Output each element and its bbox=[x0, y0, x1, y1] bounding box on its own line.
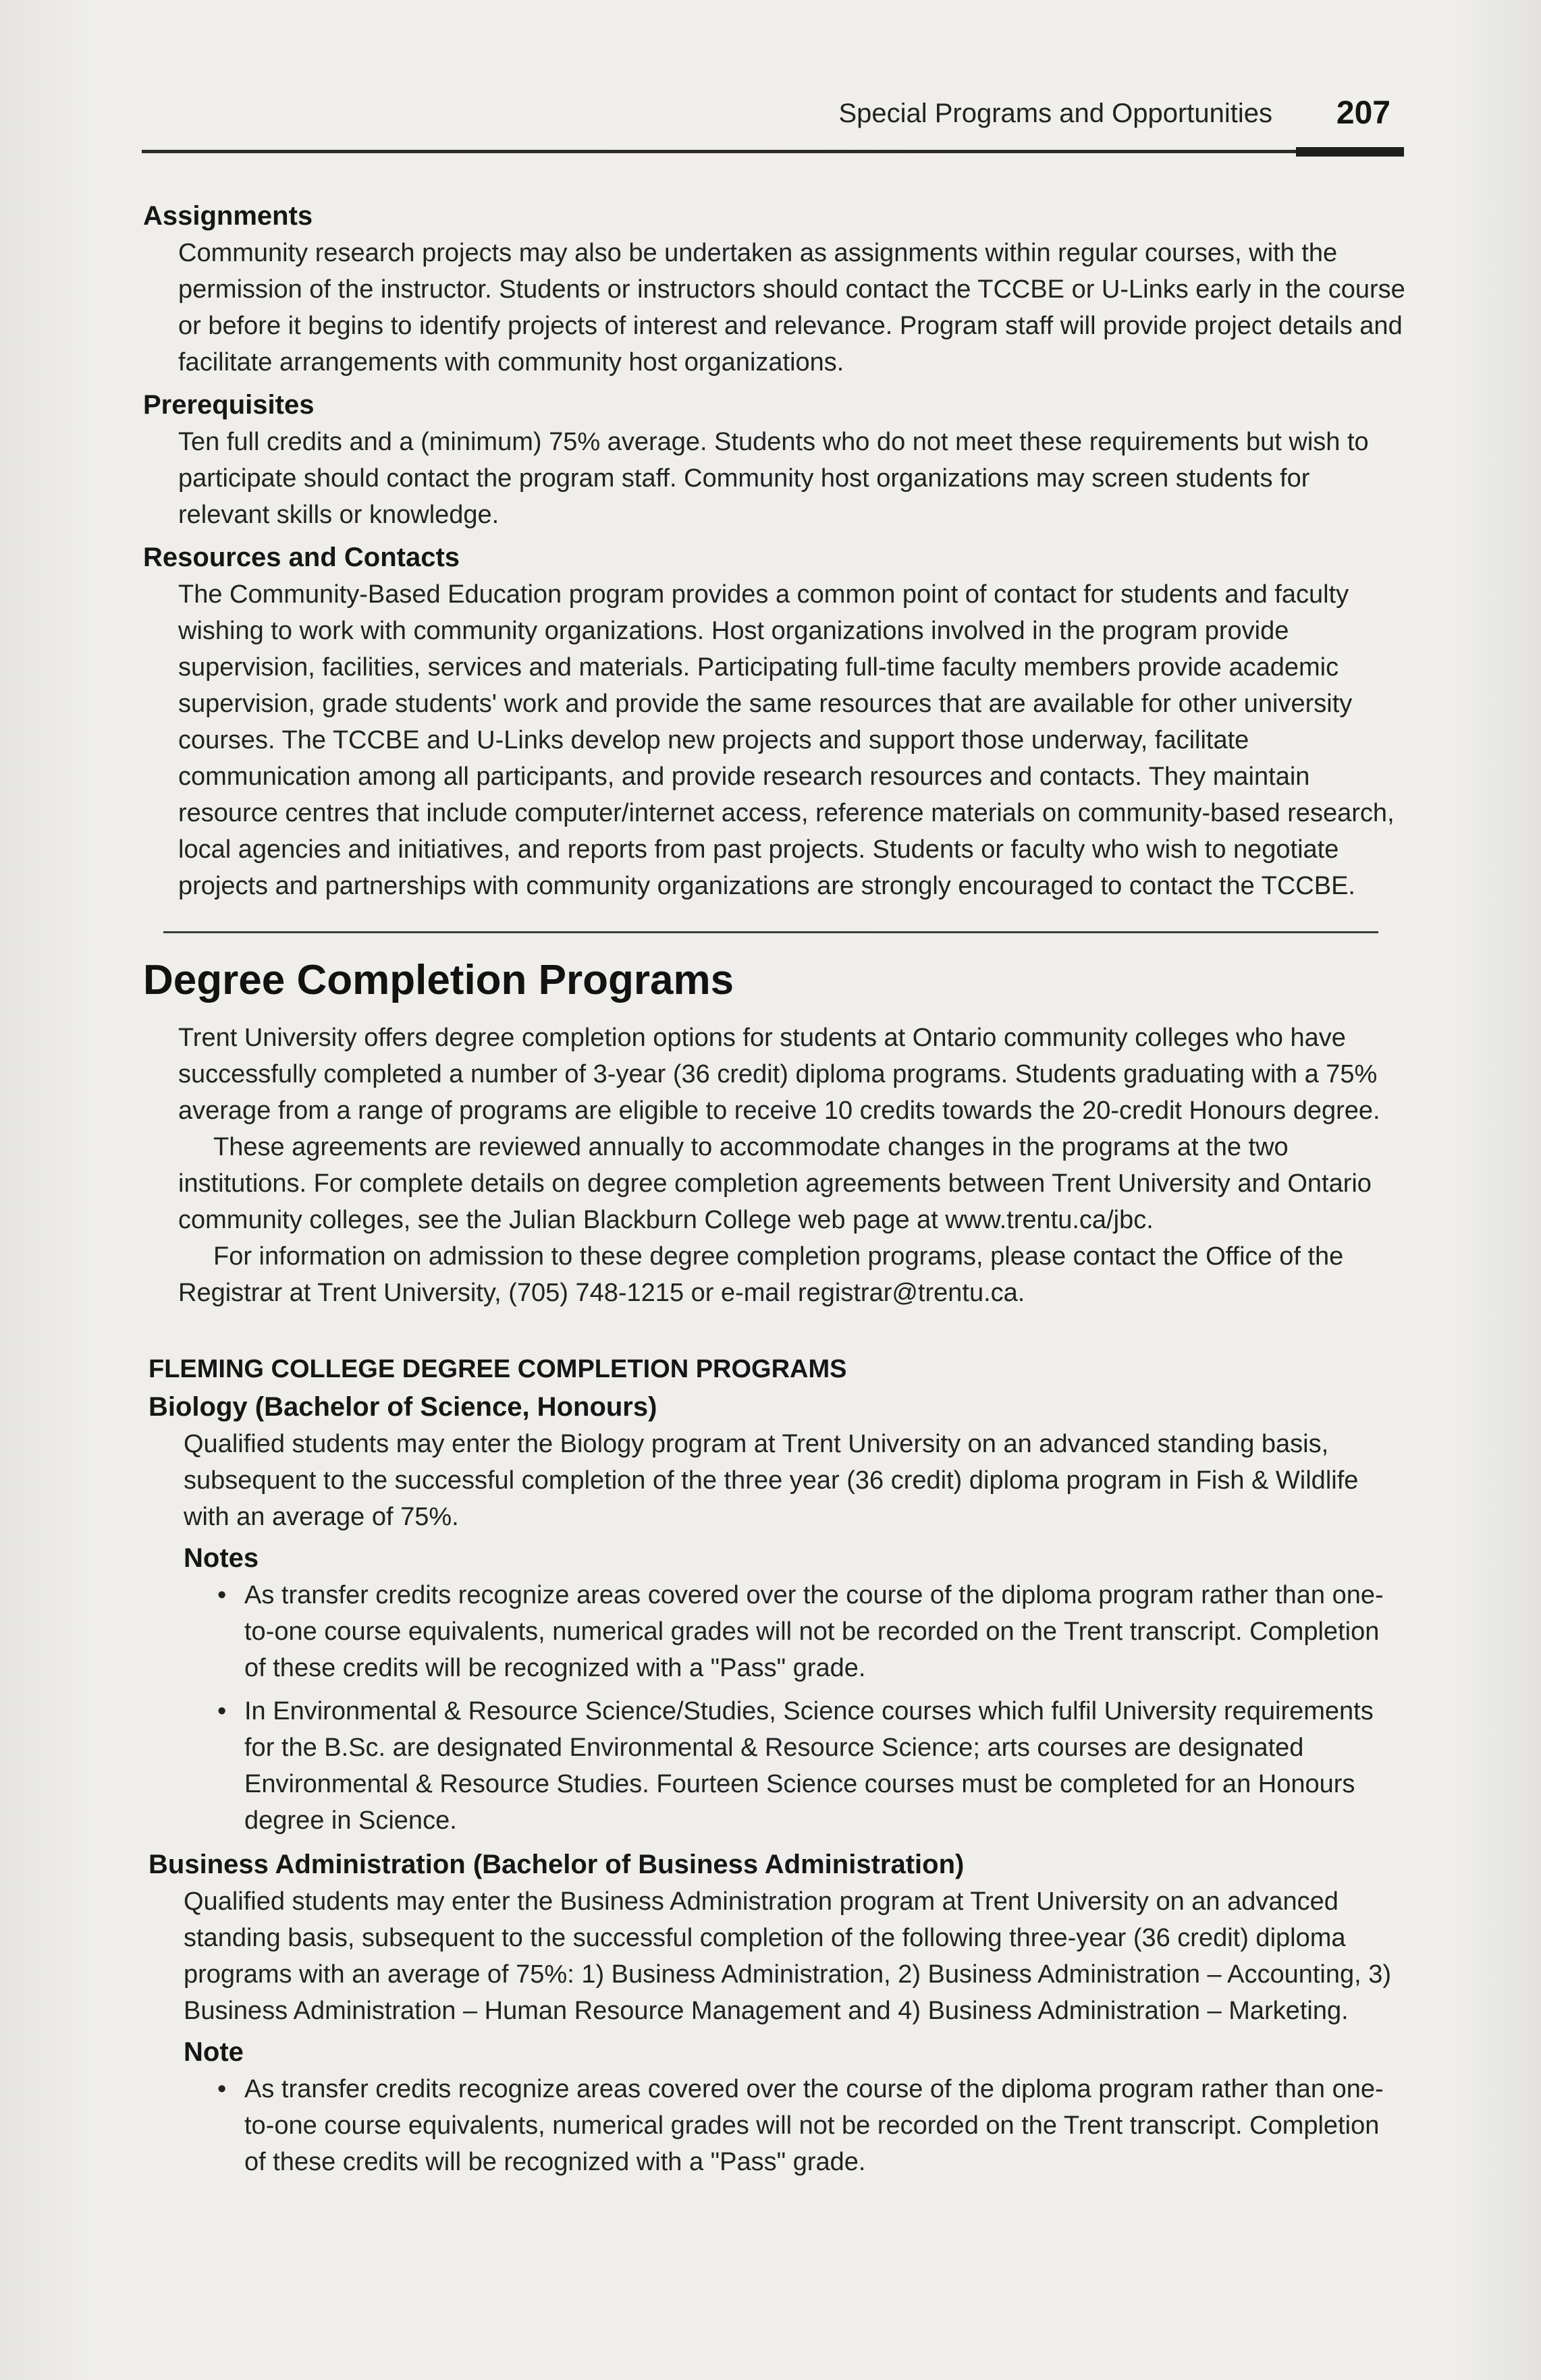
degree-completion-para-3: For information on admission to these degree completion programs, please contact the Office of the Registrar at Trent University, (705) 748-1215 or e-mail registrar@trentu.ca. bbox=[178, 1242, 1344, 1307]
resources-heading: Resources and Contacts bbox=[143, 543, 460, 572]
header-tab-marker bbox=[1296, 147, 1404, 157]
biology-notes-heading: Notes bbox=[184, 1543, 259, 1573]
note-text: In Environmental & Resource Science/Studies, Science courses which fulfil University requirements for the B.Sc. are designated Environmental & Resource Science; arts courses are designated Environmental & Resource Studies. Fourteen Science courses must be completed for an Honours degree in Science. bbox=[244, 1697, 1374, 1835]
note-text: As transfer credits recognize areas covered over the course of the diploma program rather than one-to-one course equivalents, numerical grades will not be recorded on the Trent transcript. Completion of these credits will be recognized with a "Pass" grade. bbox=[244, 1581, 1384, 1682]
running-header-title: Special Programs and Opportunities bbox=[838, 99, 1272, 128]
fleming-heading: FLEMING COLLEGE DEGREE COMPLETION PROGRAMS bbox=[148, 1355, 847, 1383]
assignments-text: Community research projects may also be undertaken as assignments within regular courses, with the permission of the instructor. Students or instructors should contact the TCCBE or U-Links early in the course or before it begins to identify projects of interest and relevance. Program staff will provide project details and facilitate arrangements with community host organizations. bbox=[178, 239, 1405, 377]
business-text: Qualified students may enter the Business Administration program at Trent University on an advanced standing basis, subsequent to the successful completion of the following three-year (36 credit) diploma programs with an average of 75%: 1) Business Administration, 2) Business Administration – Accounting, 3) Business Administration – Human Resource Management and 4) Business Administration – Marketing. bbox=[184, 1887, 1392, 2025]
business-heading: Business Administration (Bachelor of Business Administration) bbox=[148, 1850, 965, 1879]
note-text: As transfer credits recognize areas covered over the course of the diploma program rather than one-to-one course equivalents, numerical grades will not be recorded on the Trent transcript. Completion of these credits will be recognized with a "Pass" grade. bbox=[244, 2075, 1384, 2176]
degree-completion-title: Degree Completion Programs bbox=[143, 957, 734, 1003]
header-rule bbox=[142, 150, 1404, 153]
prerequisites-heading: Prerequisites bbox=[143, 390, 315, 420]
biology-notes-list bbox=[184, 1577, 1405, 1839]
prerequisites-text: Ten full credits and a (minimum) 75% average. Students who do not meet these requirements but wish to participate should contact the program staff. Community host organizations may screen students for relevant skills or knowledge. bbox=[178, 428, 1369, 529]
bullet-icon: • bbox=[217, 2075, 227, 2103]
resources-text: The Community-Based Education program provides a common point of contact for students and faculty wishing to work with community organizations. Host organizations involved in the program provide supervision, facilities, services and materials. Participating full-time faculty members provide academic supervision, grade students' work and provide the same resources that are available for other university courses. The TCCBE and U-Links develop new projects and support those underway, facilitate communication among all participants, and provide research resources and contacts. They maintain resource centres that include computer/internet access, reference materials on community-based research, local agencies and initiatives, and reports from past projects. Students or faculty who wish to negotiate projects and partnerships with community organizations are strongly encouraged to contact the TCCBE. bbox=[178, 580, 1395, 900]
page-header bbox=[142, 94, 1404, 155]
page-content bbox=[143, 197, 1405, 2187]
degree-completion-para-2: These agreements are reviewed annually to accommodate changes in the programs at the two institutions. For complete details on degree completion agreements between Trent University and Ontario community colleges, see the Julian Blackburn College web page at www.trentu.ca/jbc. bbox=[178, 1133, 1372, 1234]
section-divider bbox=[163, 931, 1378, 933]
biology-heading: Biology (Bachelor of Science, Honours) bbox=[148, 1392, 657, 1422]
list-item bbox=[184, 1693, 1405, 1839]
page-number: 207 bbox=[1336, 95, 1390, 131]
list-item bbox=[184, 2071, 1405, 2180]
list-item bbox=[184, 1577, 1405, 1686]
business-notes-list bbox=[184, 2071, 1405, 2180]
assignments-heading: Assignments bbox=[143, 201, 313, 231]
bullet-icon: • bbox=[217, 1697, 227, 1725]
bullet-icon: • bbox=[217, 1581, 227, 1609]
business-notes-heading: Note bbox=[184, 2037, 244, 2067]
biology-text: Qualified students may enter the Biology program at Trent University on an advanced standing basis, subsequent to the successful completion of the three year (36 credit) diploma program in Fish & Wildlife with an average of 75%. bbox=[184, 1430, 1359, 1531]
degree-completion-para-1: Trent University offers degree completion options for students at Ontario community colleges who have successfully completed a number of 3-year (36 credit) diploma programs. Students graduating with a 75% average from a range of programs are eligible to receive 10 credits towards the 20-credit Honours degree. bbox=[178, 1024, 1380, 1125]
